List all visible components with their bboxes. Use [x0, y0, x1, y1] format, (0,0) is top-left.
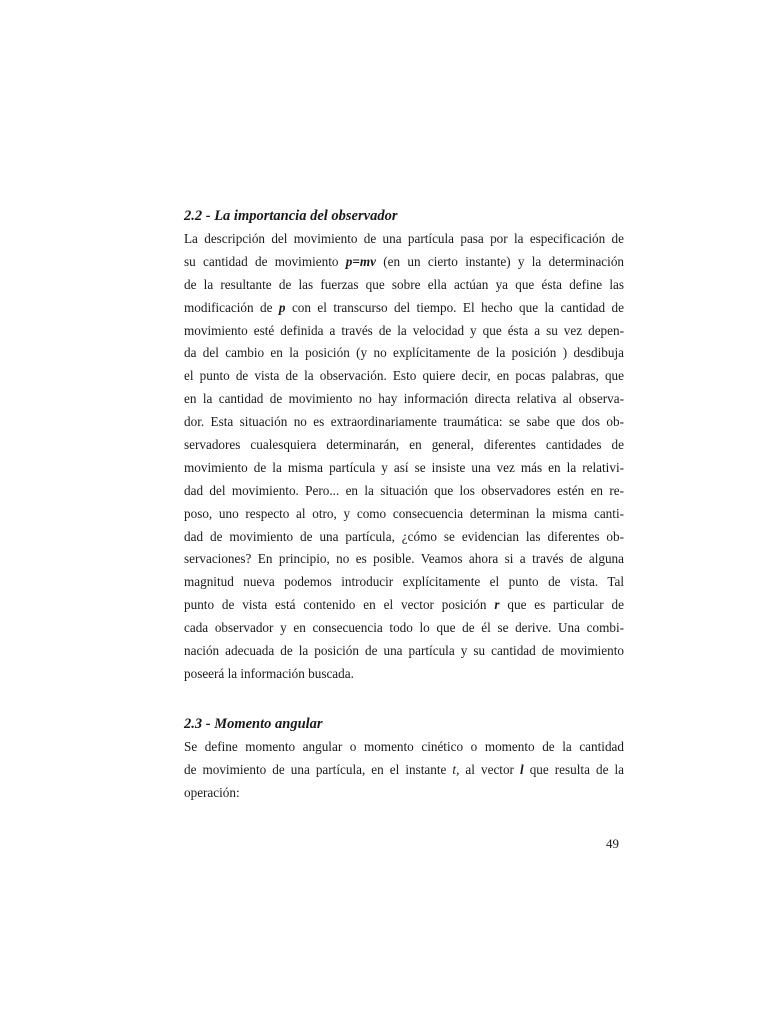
line-text: , al vector — [456, 761, 520, 777]
line-text: que es particular de — [499, 597, 624, 613]
vector-symbol: p — [278, 299, 286, 315]
text-line — [184, 664, 624, 687]
line-text: (en un cierto instante) y la determinación — [375, 253, 624, 269]
line-text: dad del movimiento. Pero... en la situación que los observadores estén en re- — [184, 482, 624, 498]
section-2-3-heading: 2.3 - Momento angular — [184, 716, 323, 732]
section-2-2-heading: 2.2 - La importancia del observador — [184, 208, 398, 224]
line-text: cada observador y en consecuencia todo lo que de él se derive. Una combi- — [184, 620, 624, 636]
text-line — [184, 412, 624, 435]
line-text: magnitud nueva podemos introducir explícitamente el punto de vista. Tal — [184, 574, 624, 590]
text-line — [184, 481, 624, 504]
text-line — [184, 435, 624, 458]
text-line — [184, 527, 624, 550]
vector-symbol: r — [494, 597, 500, 613]
text-line — [184, 549, 624, 572]
line-text: poseerá la información buscada. — [184, 665, 354, 681]
text-line — [184, 783, 624, 806]
line-text: movimiento esté definida a través de la velocidad y que ésta a su vez depen- — [184, 322, 624, 338]
text-line — [184, 737, 624, 760]
line-text: operación: — [184, 784, 240, 800]
line-text: Se define momento angular o momento cinético o momento de la cantidad — [184, 739, 624, 754]
text-line — [184, 389, 624, 412]
line-text: de movimiento de una partícula, en el instante — [184, 761, 453, 777]
text-line — [184, 504, 624, 527]
section-2-2-paragraph — [184, 229, 624, 687]
text-line — [184, 760, 624, 783]
line-text: en la cantidad de movimiento no hay información directa relativa al observa- — [184, 391, 624, 407]
text-line — [184, 321, 624, 344]
text-line — [184, 298, 624, 321]
line-text: dad de movimiento de una partícula, ¿cómo se evidencian las diferentes ob- — [184, 528, 624, 544]
text-line — [184, 343, 624, 366]
text-line — [184, 252, 624, 275]
line-text: nación adecuada de la posición de una partícula y su cantidad de movimiento — [184, 643, 624, 659]
line-text: que resulta de la — [523, 761, 624, 777]
line-text: movimiento de la misma partícula y así se insiste una vez más en la relativi- — [184, 459, 624, 475]
line-text: dor. Esta situación no es extraordinariamente traumática: se sabe que dos ob- — [184, 414, 624, 430]
line-text: su cantidad de movimiento — [184, 253, 346, 269]
text-line — [184, 229, 624, 252]
line-text: con el transcurso del tiempo. El hecho que la cantidad de — [285, 299, 624, 315]
line-text: punto de vista está contenido en el vector posición — [184, 597, 495, 613]
vector-symbol: p=mv — [345, 253, 376, 269]
vector-symbol: l — [519, 761, 524, 777]
text-line — [184, 595, 624, 618]
line-text: de la resultante de las fuerzas que sobre ella actúan ya que ésta define las — [184, 276, 624, 292]
line-text: poso, uno respecto al otro, y como consecuencia determinan la misma canti- — [184, 505, 624, 521]
section-2-3-paragraph — [184, 737, 624, 806]
line-text: servaciones? En principio, no es posible. Veamos ahora si a través de alguna — [184, 551, 624, 567]
line-text: servadores cualesquiera determinarán, en general, diferentes cantidades de — [184, 437, 624, 453]
text-line — [184, 641, 624, 664]
line-text: modificación de — [184, 299, 279, 315]
text-line — [184, 458, 624, 481]
text-line — [184, 366, 624, 389]
italic-symbol: t — [452, 761, 457, 777]
line-text: La descripción del movimiento de una partícula pasa por la especificación de — [184, 231, 624, 246]
line-text: el punto de vista de la observación. Esto quiere decir, en pocas palabras, que — [184, 368, 624, 384]
text-line — [184, 275, 624, 298]
page-number: 49 — [606, 836, 619, 851]
line-text: da del cambio en la posición (y no explícitamente de la posición ) desdibuja — [184, 345, 624, 361]
text-line — [184, 618, 624, 641]
text-line — [184, 572, 624, 595]
